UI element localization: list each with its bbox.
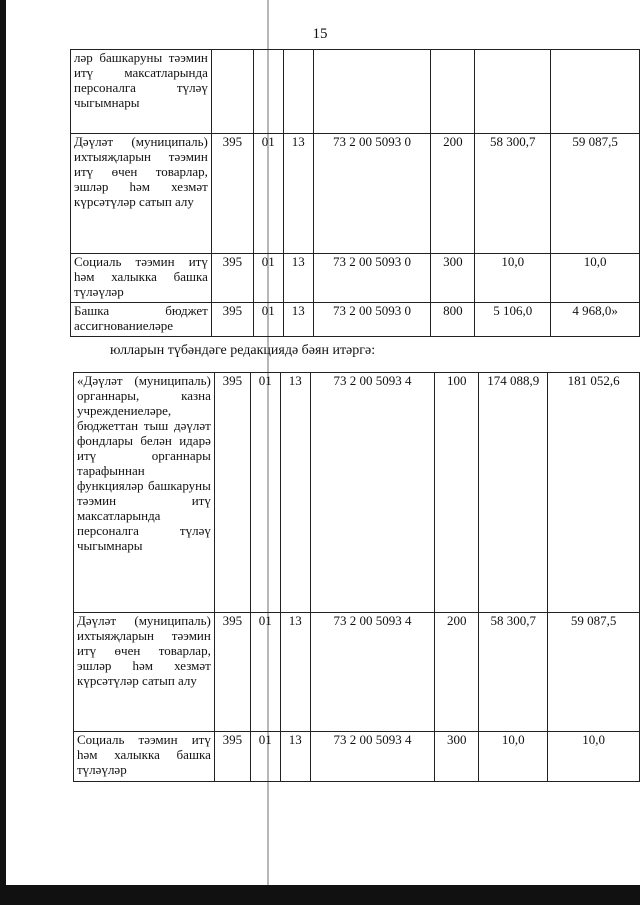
- table-row: [74, 373, 640, 613]
- cell-section: 01: [253, 303, 283, 337]
- row-description: Социаль тәэмин итү һәм халыкка башка түләүләр: [71, 254, 212, 303]
- cell-ministry-code: 395: [214, 613, 250, 732]
- cell-ministry-code: 395: [211, 134, 253, 254]
- cell-section: [253, 50, 283, 134]
- cell-expense-type: 800: [431, 303, 475, 337]
- cell-amount-1: 5 106,0: [475, 303, 551, 337]
- cell-subsection: [283, 50, 313, 134]
- budget-table-top: [70, 49, 640, 337]
- cell-amount-1: 174 088,9: [479, 373, 548, 613]
- cell-section: 01: [250, 732, 280, 782]
- cell-expense-type: 200: [431, 134, 475, 254]
- table-row: [71, 303, 640, 337]
- scan-left-edge: [0, 0, 6, 885]
- cell-amount-1: [475, 50, 551, 134]
- table-row: [74, 732, 640, 782]
- row-description: «Дәүләт (муниципаль) органнары, казна учреждениеләре, бюджеттан тыш дәүләт фондлары белән идарә итү органнары тарафыннан функцияләр башкаруны тәэмин итү максатларында персоналга түләү чыгымнары: [74, 373, 215, 613]
- cell-amount-1: 10,0: [479, 732, 548, 782]
- scan-bottom-band: [0, 885, 640, 905]
- cell-section: 01: [253, 254, 283, 303]
- table-row: [71, 254, 640, 303]
- table-row: [74, 613, 640, 732]
- cell-expense-type: 100: [435, 373, 479, 613]
- row-description: ләр башкаруны тәэмин итү максатларында персоналга түләү чыгымнары: [71, 50, 212, 134]
- cell-amount-1: 58 300,7: [479, 613, 548, 732]
- row-description: Дәүләт (муниципаль) ихтыяҗларын тәэмин итү өчен товарлар, эшләр һәм хезмәт күрсәтүләр сатып алу: [71, 134, 212, 254]
- cell-section: 01: [253, 134, 283, 254]
- cell-subsection: 13: [283, 254, 313, 303]
- budget-table-bottom: [73, 372, 640, 782]
- redaction-note: юлларын түбәндәге редакциядә бәян итәргә:: [110, 343, 376, 358]
- cell-amount-2: 59 087,5: [548, 613, 640, 732]
- cell-amount-2: 10,0: [548, 732, 640, 782]
- cell-amount-2: 4 968,0»: [551, 303, 640, 337]
- cell-expense-type: [431, 50, 475, 134]
- row-description: Башка бюджет ассигнованиеләре: [71, 303, 212, 337]
- cell-ministry-code: 395: [214, 732, 250, 782]
- cell-subsection: 13: [283, 134, 313, 254]
- row-description: Социаль тәэмин итү һәм халыкка башка түләүләр: [74, 732, 215, 782]
- table-row: [71, 50, 640, 134]
- cell-target-article: 73 2 00 5093 0: [313, 254, 431, 303]
- cell-ministry-code: 395: [211, 254, 253, 303]
- page-number: 15: [312, 26, 328, 42]
- cell-expense-type: 200: [435, 613, 479, 732]
- cell-subsection: 13: [280, 732, 310, 782]
- cell-amount-2: 59 087,5: [551, 134, 640, 254]
- cell-subsection: 13: [280, 373, 310, 613]
- cell-target-article: 73 2 00 5093 4: [310, 613, 435, 732]
- cell-section: 01: [250, 613, 280, 732]
- cell-amount-2: 10,0: [551, 254, 640, 303]
- table-row: [71, 134, 640, 254]
- cell-target-article: [313, 50, 431, 134]
- cell-target-article: 73 2 00 5093 4: [310, 373, 435, 613]
- cell-amount-1: 58 300,7: [475, 134, 551, 254]
- cell-subsection: 13: [283, 303, 313, 337]
- cell-ministry-code: [211, 50, 253, 134]
- cell-target-article: 73 2 00 5093 0: [313, 303, 431, 337]
- row-description: Дәүләт (муниципаль) ихтыяҗларын тәэмин итү өчен товарлар, эшләр һәм хезмәт күрсәтүләр сатып алу: [74, 613, 215, 732]
- cell-amount-2: 181 052,6: [548, 373, 640, 613]
- cell-amount-1: 10,0: [475, 254, 551, 303]
- cell-expense-type: 300: [431, 254, 475, 303]
- cell-ministry-code: 395: [214, 373, 250, 613]
- cell-section: 01: [250, 373, 280, 613]
- cell-target-article: 73 2 00 5093 0: [313, 134, 431, 254]
- cell-expense-type: 300: [435, 732, 479, 782]
- cell-subsection: 13: [280, 613, 310, 732]
- cell-amount-2: [551, 50, 640, 134]
- cell-ministry-code: 395: [211, 303, 253, 337]
- cell-target-article: 73 2 00 5093 4: [310, 732, 435, 782]
